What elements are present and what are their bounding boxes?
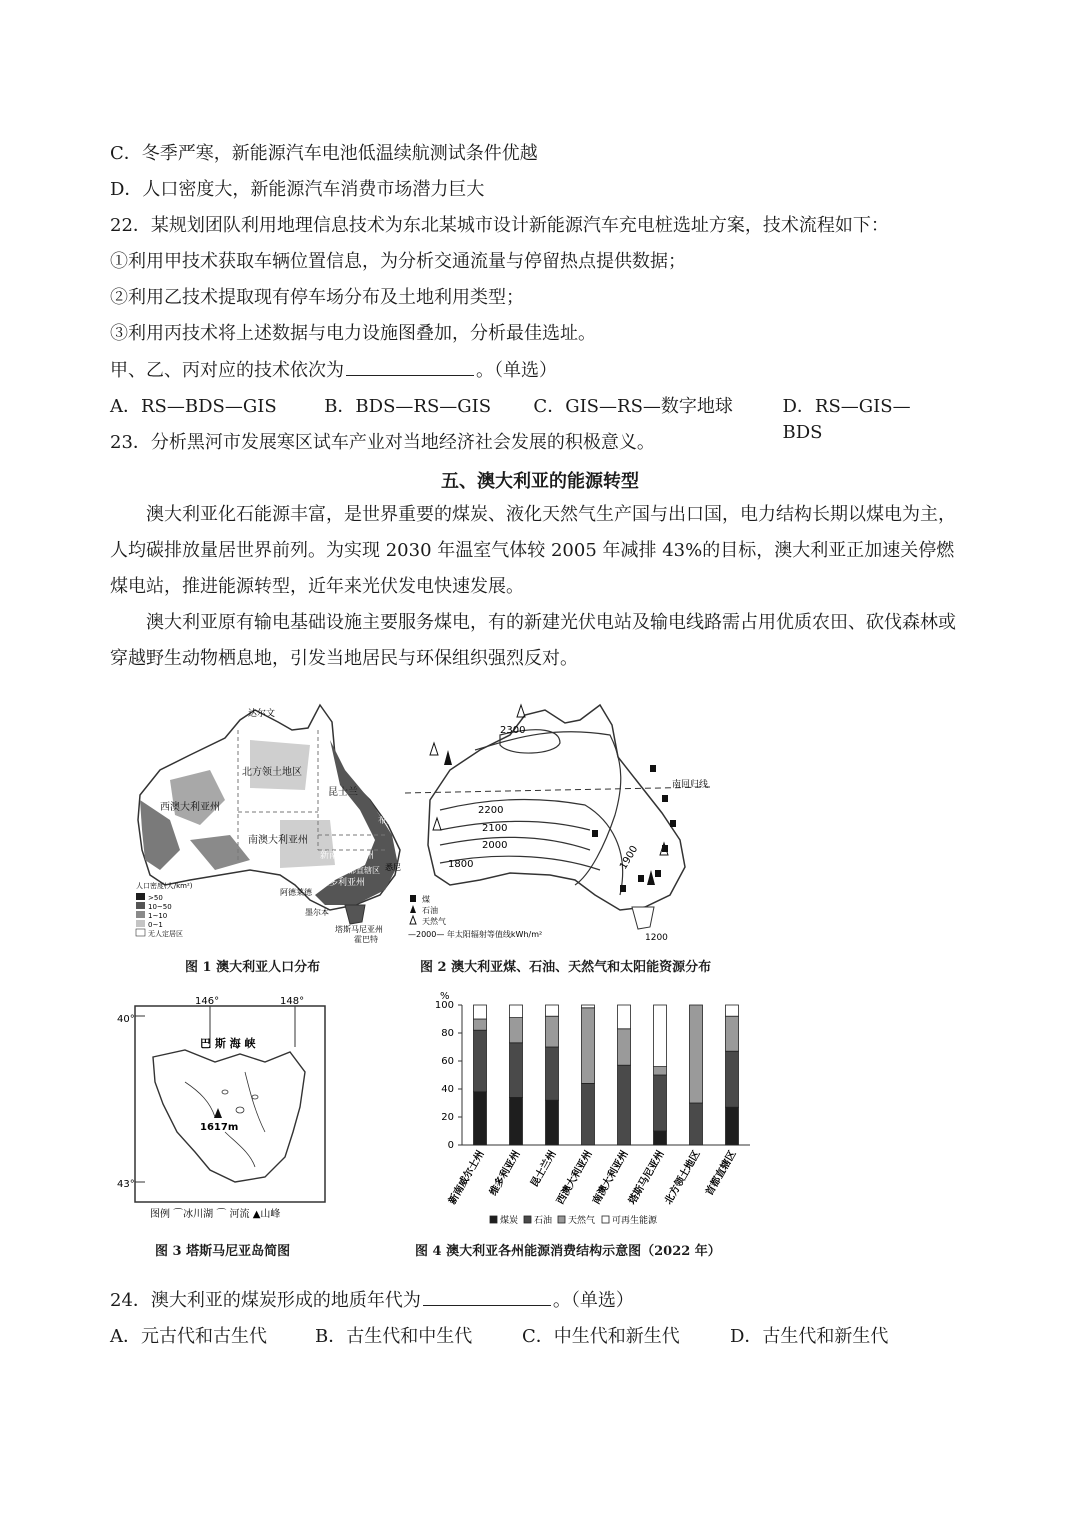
legend-swatch — [136, 902, 145, 909]
legend-label: 无人定居区 — [148, 930, 183, 938]
legend-label: 0~1 — [148, 921, 163, 929]
legend-swatch — [136, 893, 145, 900]
y-tick-label: 20 — [441, 1112, 454, 1123]
coal-marker — [650, 765, 656, 772]
bar-segment — [618, 1029, 631, 1065]
legend-label: 天然气 — [568, 1216, 596, 1226]
longitude-146: 146° — [195, 996, 220, 1007]
q22-step3: ③利用丙技术将上述数据与电力设施图叠加，分析最佳选址。 — [110, 323, 596, 344]
label-south-australia: 南澳大利亚州 — [248, 835, 308, 846]
label-sydney: 悉尼 — [385, 863, 401, 872]
x-tick-label: 北方领土地区 — [663, 1149, 703, 1207]
label-hobart: 霍巴特 — [354, 935, 378, 944]
bar-segment — [474, 1030, 487, 1092]
bar-segment — [726, 1107, 739, 1145]
legend-label: 煤炭 — [500, 1216, 519, 1226]
bar-segment — [546, 1005, 559, 1016]
q24-stem-prefix: 24．澳大利亚的煤炭形成的地质年代为 — [110, 1290, 421, 1311]
bar-segment — [510, 1018, 523, 1043]
q24-option-d[interactable]: D．古生代和新生代 — [730, 1326, 889, 1347]
legend-oil-icon — [410, 905, 416, 913]
legend-swatch — [524, 1216, 531, 1223]
bar-segment — [474, 1019, 487, 1030]
figure-3-caption: 图 3 塔斯马尼亚岛简图 — [155, 1244, 291, 1259]
x-tick-label: 南澳大利亚州 — [591, 1149, 631, 1207]
latitude-43: 43° — [117, 1179, 135, 1190]
figure-1-caption: 图 1 澳大利亚人口分布 — [185, 960, 321, 975]
bar-segment — [510, 1043, 523, 1098]
bar-segment — [654, 1131, 667, 1145]
legend-swatch — [136, 929, 145, 936]
bar-segment — [582, 1008, 595, 1084]
q21-option-d: D．人口密度大，新能源汽车消费市场潜力巨大 — [110, 179, 485, 200]
figure-4-energy-chart — [410, 985, 760, 1235]
label-adelaide: 阿德莱德 — [280, 888, 312, 897]
isoline-2000: 2000 — [482, 840, 508, 851]
legend-swatch — [602, 1216, 609, 1223]
legend-label: 可再生能源 — [612, 1216, 658, 1226]
q22-question-prefix: 甲、乙、丙对应的技术依次为 — [110, 360, 344, 381]
coal-marker — [592, 830, 598, 837]
label-melbourne: 墨尔本 — [305, 908, 329, 917]
legend-label: >50 — [148, 894, 163, 902]
resource-legend — [408, 894, 542, 939]
y-tick-label: 0 — [447, 1140, 454, 1151]
q22-step2: ②利用乙技术提取现有停车场分布及土地利用类型； — [110, 287, 524, 308]
q22-step1: ①利用甲技术获取车辆位置信息，为分析交通流量与停留热点提供数据； — [110, 251, 686, 272]
oil-marker — [444, 750, 452, 765]
bar-segment — [510, 1097, 523, 1145]
legend-swatch — [558, 1216, 565, 1223]
q24-stem — [110, 1287, 634, 1314]
bar-segment — [690, 1005, 703, 1103]
label-western-australia: 西澳大利亚州 — [160, 802, 220, 813]
isoline-1900: 1900 — [618, 843, 641, 872]
bar-segment — [654, 1005, 667, 1067]
section-title: 五、澳大利亚的能源转型 — [441, 471, 639, 492]
population-legend-title: 人口密度(人/km²) — [136, 882, 193, 890]
x-tick-label: 首都直辖区 — [704, 1149, 739, 1198]
section-paragraph-2: 澳大利亚原有输电基础设施主要服务煤电，有的新建光伏电站及输电线路需占用优质农田、砍伐森林或穿越野生动物栖息地，引发当地居民与环保组织强烈反对。 — [110, 612, 956, 669]
legend-label: 天然气 — [422, 917, 446, 926]
latitude-40: 40° — [117, 1014, 135, 1025]
isoline-1800: 1800 — [448, 859, 474, 870]
label-canberra: 首都直辖区 — [340, 866, 380, 875]
label-victoria: 维多利亚州 — [320, 878, 366, 888]
coal-marker — [620, 885, 626, 892]
legend-label: 煤 — [422, 895, 430, 904]
chart-unit-label: % — [440, 991, 450, 1002]
q22-option-d[interactable]: D．RS—GIS—BDS — [782, 396, 911, 443]
q21-option-c: C．冬季严寒，新能源汽车电池低温续航测试条件优越 — [110, 143, 538, 164]
bar-segment — [618, 1065, 631, 1145]
y-tick-label: 100 — [434, 1000, 454, 1011]
bar-segment — [582, 1005, 595, 1008]
coal-marker — [662, 795, 668, 802]
coal-marker — [655, 870, 661, 877]
bar-segment — [690, 1103, 703, 1145]
q22-option-a[interactable]: A．RS—BDS—GIS — [110, 396, 277, 417]
energy-consumption-chart — [410, 985, 760, 1235]
isoline-2300: 2300 — [500, 725, 526, 736]
bar-segment — [654, 1075, 667, 1131]
label-brisbane: 布里斯班 — [378, 816, 410, 825]
bar-segment — [546, 1100, 559, 1145]
q22-stem: 22．某规划团队利用地理信息技术为东北某城市设计新能源汽车充电桩选址方案，技术流程如下： — [110, 215, 889, 236]
legend-coal-icon — [410, 895, 416, 902]
y-tick-label: 80 — [441, 1028, 454, 1039]
q24-stem-suffix: 。（单选） — [552, 1290, 634, 1311]
bar-segment — [726, 1051, 739, 1107]
figure-4-caption: 图 4 澳大利亚各州能源消费结构示意图（2022 年） — [415, 1244, 721, 1259]
q24-option-a[interactable]: A．元古代和古生代 — [110, 1326, 267, 1347]
legend-label: 10~50 — [148, 903, 172, 911]
longitude-148: 148° — [280, 996, 305, 1007]
x-tick-label: 昆士兰州 — [529, 1149, 559, 1190]
bar-segment — [510, 1005, 523, 1018]
bar-segment — [618, 1005, 631, 1029]
x-tick-label: 西澳大利亚州 — [555, 1149, 595, 1207]
legend-gas-icon — [410, 916, 416, 924]
answer-blank[interactable] — [423, 1287, 551, 1306]
q24-option-b[interactable]: B．古生代和中生代 — [315, 1326, 473, 1347]
section-paragraph-1: 澳大利亚化石能源丰富，是世界重要的煤炭、液化天然气生产国与出口国，电力结构长期以煤电为主，人均碳排放量居世界前列。为实现 2030 年温室气体较 2005 年减排 43%的目标，澳大利亚正加速关停燃煤电站，推进能源转型，近年来光伏发电快速发展。 — [110, 504, 956, 597]
bar-segment — [474, 1092, 487, 1145]
label-northern-territory: 北方领土地区 — [242, 767, 302, 778]
label-tasmania: 塔斯马尼亚州 — [335, 925, 383, 934]
bar-segment — [474, 1005, 487, 1019]
isoline-1200: 1200 — [645, 933, 668, 943]
legend-label: —2000— 年太阳辐射等值线kWh/m² — [408, 930, 543, 939]
gas-marker — [430, 743, 438, 755]
q22-option-b[interactable]: B．BDS—RS—GIS — [324, 396, 492, 417]
answer-blank[interactable] — [346, 357, 474, 376]
legend-swatch — [490, 1216, 497, 1223]
bar-segment — [726, 1016, 739, 1051]
population-legend — [136, 881, 193, 938]
bar-segment — [546, 1047, 559, 1100]
gas-marker — [517, 705, 525, 717]
bar-segment — [654, 1067, 667, 1075]
x-tick-label: 塔斯马尼亚州 — [627, 1149, 667, 1207]
peak-elevation: 1617m — [200, 1122, 239, 1133]
q24-options — [110, 1324, 950, 1350]
q23-stem: 23．分析黑河市发展寒区试车产业对当地经济社会发展的积极意义。 — [110, 432, 655, 453]
tropic-label: 南回归线 — [672, 780, 709, 790]
y-tick-label: 40 — [441, 1084, 454, 1095]
figure-1-population-map — [130, 700, 410, 945]
tasmania-legend: 图例 ⌒冰川湖 ⌒ 河流 ▲山峰 — [150, 1209, 281, 1220]
x-tick-label: 新南威尔士州 — [447, 1149, 487, 1207]
bar-segment — [726, 1005, 739, 1016]
q22-option-c[interactable]: C．GIS—RS—数字地球 — [533, 396, 733, 417]
y-tick-label: 60 — [441, 1056, 454, 1067]
q22-question — [110, 357, 557, 384]
bar-segment — [582, 1083, 595, 1145]
label-nsw: 新南威尔士州 — [320, 851, 375, 861]
bar-segment — [546, 1016, 559, 1047]
figure-3-tasmania-map — [115, 992, 345, 1227]
q22-question-suffix: 。（单选） — [476, 360, 557, 381]
bass-strait-label: 巴 斯 海 峡 — [200, 1037, 256, 1050]
isoline-2100: 2100 — [482, 823, 508, 834]
coal-marker — [638, 875, 644, 882]
legend-label: 石油 — [422, 906, 438, 915]
label-queensland: 昆士兰 — [328, 787, 358, 798]
legend-swatch — [136, 911, 145, 918]
legend-label: 石油 — [534, 1216, 553, 1226]
isoline-2200: 2200 — [478, 805, 504, 816]
coal-marker — [670, 820, 676, 827]
q24-option-c[interactable]: C．中生代和新生代 — [522, 1326, 680, 1347]
figure-2-caption: 图 2 澳大利亚煤、石油、天然气和太阳能资源分布 — [420, 960, 712, 975]
x-tick-label: 维多利亚州 — [488, 1149, 523, 1198]
label-darwin: 达尔文 — [248, 709, 276, 719]
legend-label: 1~10 — [148, 912, 168, 920]
figure-2-resources-map — [400, 695, 720, 950]
legend-swatch — [136, 920, 145, 927]
